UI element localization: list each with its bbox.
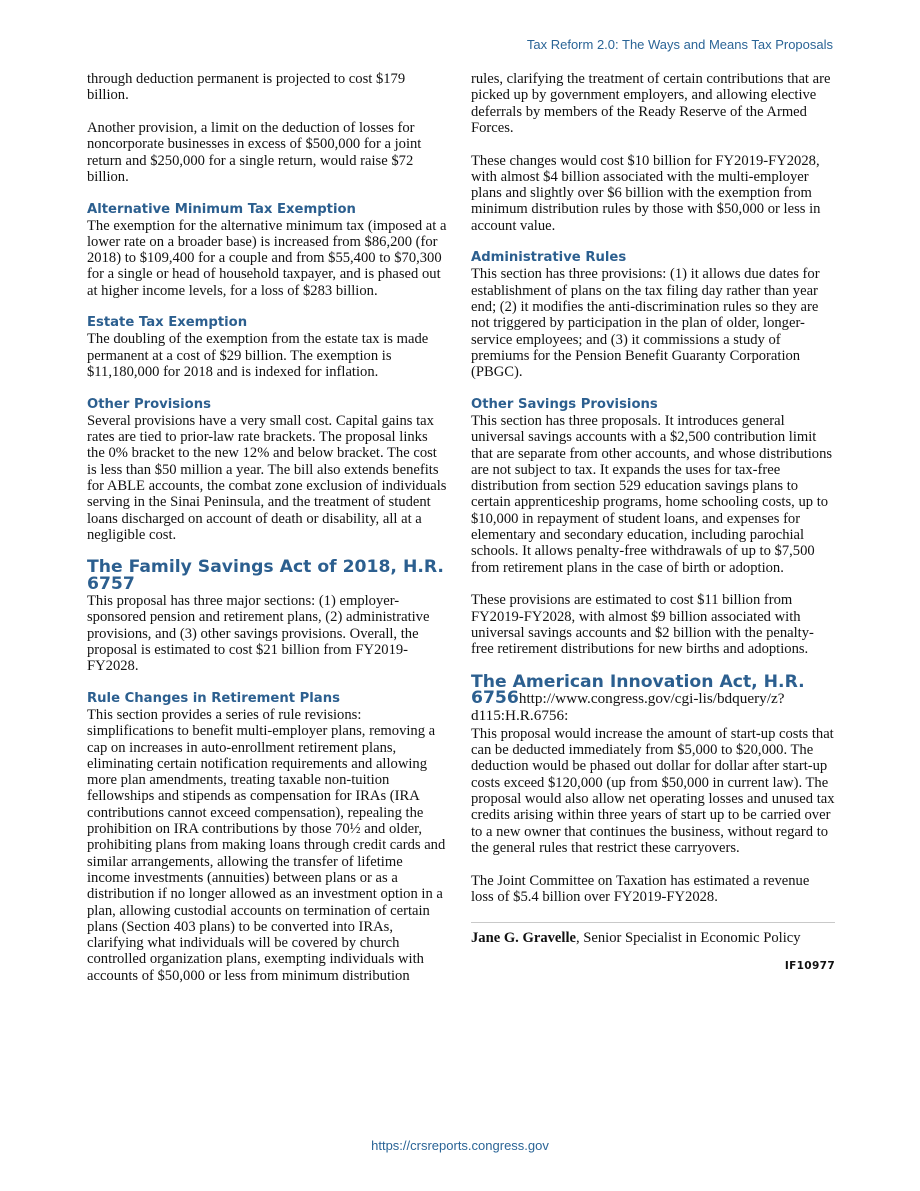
family-savings-heading: The Family Savings Act of 2018, H.R. 6757 [87,557,444,594]
innovation-act-title: The American Innovation Act, H.R. 6756 [471,671,805,709]
paragraph: The Joint Committee on Taxation has estimated a revenue loss of $5.4 billion over FY2019-FY2028. [471,872,810,905]
other-savings-text: This section has three proposals. It introduces general universal savings accounts with a $2,500 contribution limit that are separate from other accounts, and whose distributions are not subject to tax. It expands the uses for tax-free distribution from section 529 education savings plans to certain apprenticeship programs, home schooling costs, up to $10,000 in repayment of student loans, and expenses for elementary and secondary education, including parochial schools. It allows penalty-free withdrawals of up to $7,500 from retirement plans in the case of birth or adoption. [471,412,833,576]
rule-changes-heading: Rule Changes in Retirement Plans [87,690,340,706]
running-header: Tax Reform 2.0: The Ways and Means Tax Proposals [526,37,833,52]
rule-changes-text: This section provides a series of rule revisions: simplifications to benefit multi-employer plans, removing a cap on increases in auto-enrollment retirement plans, eliminating certain notification requirements and allowing more plan amendments, treating taxable non-tuition fellowships and stipends as compensation for IRAs (IRA contributions cannot exceed compensation), repealing the prohibition on IRA contributions by those 70½ and older, prohibiting plans from making loans through credit cards and similar arrangements, allowing the transfer of lifetime income investments (annuities) between plans or as a distribution if no longer allowed as an investment option in a plan, allowing custodial accounts on termination of certain plans (Section 403 plans) to be converted into IRAs, clarifying what individuals will be covered by church controlled organization plans, exempting individuals with accounts of $50,000 or less from minimum distribution [87,706,446,984]
amt-text: The exemption for the alternative minimum tax (imposed at a lower rate on a broader base) is increased from $86,200 (for 2018) to $109,400 for a couple and from $55,400 to $70,300 for a single or head of household taxpayer, and is phased out at higher income levels, for a loss of $283 billion. [87,217,447,299]
document-id: IF10977 [784,959,835,972]
estate-text: The doubling of the exemption from the estate tax is made permanent at a cost of $29 billion. The exemption is $11,180,000 for 2018 and is indexed for inflation. [87,331,429,381]
author-line [471,930,835,946]
administrative-rules-heading: Administrative Rules [471,250,627,266]
other-provisions-text: Several provisions have a very small cost. Capital gains tax rates are tied to prior-law rate brackets. The proposal links the 0% bracket to the new 12% and below bracket. The cost is less than $50 million a year. The bill also extends benefits for ABLE accounts, the combat zone exclusion of individuals serving in the Sinai Peninsula, and the treatment of student loans discharged on account of death or disability, all at a negligible cost. [87,412,447,543]
paragraph: These changes would cost $10 billion for FY2019-FY2028, with almost $4 billion associated with the multi-employer plans and slightly over $6 billion with the exemption from minimum distribution rules by those with $50,000 or less in account value. [471,152,821,234]
divider [471,922,835,923]
amt-heading: Alternative Minimum Tax Exemption [87,201,356,217]
paragraph: through deduction permanent is projected to cost $179 billion. [87,71,406,104]
innovation-act-url[interactable]: http://www.congress.gov/cgi-lis/bdquery/z?d115:H.R.6756: [471,690,785,725]
paragraph: These provisions are estimated to cost $11 billion from FY2019-FY2028, with almost $9 billion associated with universal savings accounts and $2 billion with the penalty-free retirement distributions for new births and adoptions. [471,592,814,658]
innovation-act-text: This proposal would increase the amount of start-up costs that can be deducted immediately from $5,000 to $20,000. The deduction would be phased out dollar for dollar after start-up costs exceed $120,000 (up from $50,000 in current law). The proposal would also allow net operating losses and unused tax credits arising within three years of start up to be carried over to a new owner that continues the business, without regard to the general rules that restrict these carryovers. [471,725,835,856]
administrative-rules-text: This section has three provisions: (1) it allows due dates for establishment of plans on the tax filing day rather than year end; (2) it modifies the anti-discrimination rules so they are not triggered by participation in the plan of older, longer-service employees; and (3) it commissions a study of premiums for the Pension Benefit Guaranty Corporation (PBGC). [471,266,820,381]
paragraph: rules, clarifying the treatment of certain contributions that are picked up by government employers, and allowing elective deferrals by members of the Ready Reserve of the Armed Forces. [471,71,831,136]
other-savings-heading: Other Savings Provisions [471,396,658,412]
estate-heading: Estate Tax Exemption [87,315,248,331]
author-name: Jane G. Gravelle [471,929,576,946]
footer-url[interactable]: https://crsreports.congress.gov [371,1138,549,1153]
innovation-act-heading [471,671,835,725]
left-column [87,71,449,984]
paragraph: Another provision, a limit on the deduction of losses for noncorporate businesses in excess of $500,000 for a joint return and $250,000 for a single return, would raise $72 billion. [87,119,422,185]
author-title: , Senior Specialist in Economic Policy [575,929,801,946]
family-savings-text: This proposal has three major sections: (1) employer-sponsored pension and retirement plans, (2) administrative provisions, and (3) other savings provisions. Overall, the proposal is estimated to cost $21 billion from FY2019-FY2028. [87,593,430,675]
other-provisions-heading: Other Provisions [87,396,211,412]
right-column [471,71,835,974]
